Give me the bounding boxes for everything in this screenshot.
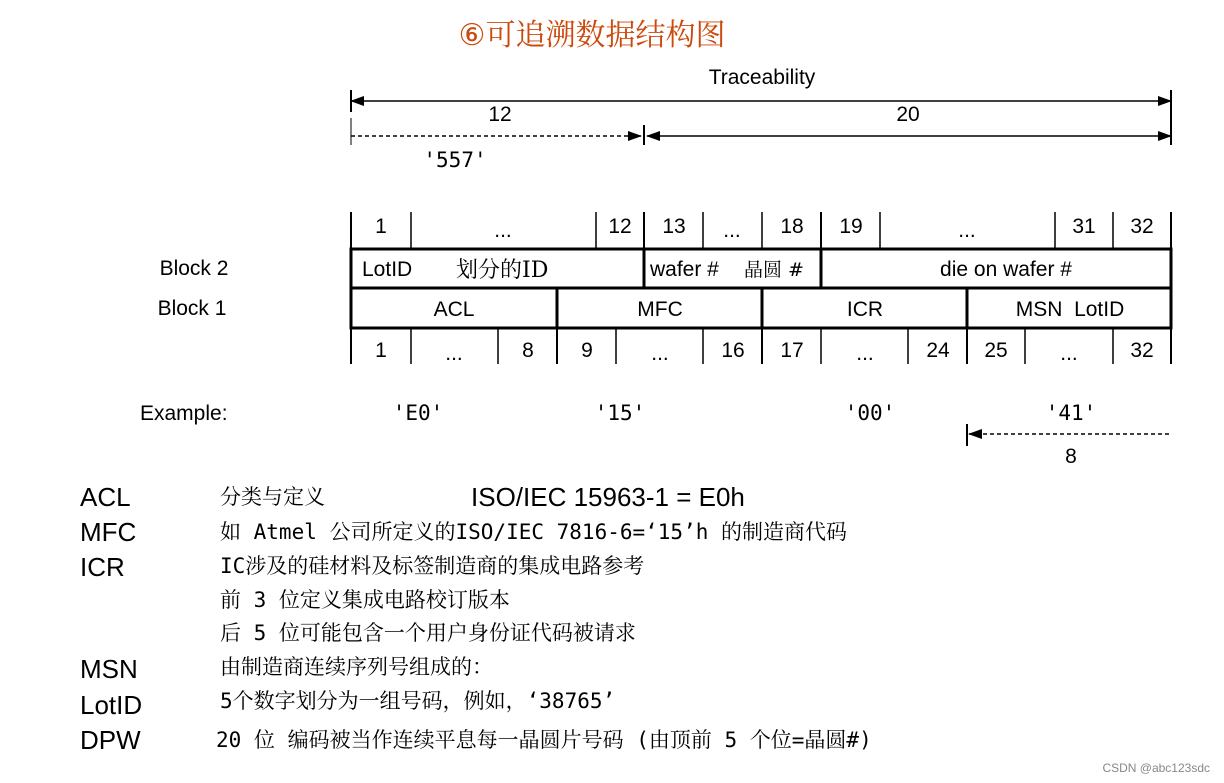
acl-field: ACL — [433, 298, 475, 321]
legend-key: MSN — [80, 654, 138, 684]
legend-key: MFC — [80, 517, 137, 547]
bit-number: 31 — [1072, 215, 1096, 238]
bit-number: 32 — [1130, 339, 1154, 362]
legend-desc: 分类与定义 — [220, 485, 325, 509]
bit-number: 16 — [721, 339, 745, 362]
bit-number: 8 — [522, 339, 534, 362]
legend-desc: 后 5 位可能包含一个用户身份证代码被请求 — [220, 621, 636, 645]
bit-number: 18 — [780, 215, 804, 238]
legend-desc: 20 位 编码被当作连续平息每一晶圆片号码 (由顶前 5 个位=晶圆#) — [216, 728, 872, 752]
bit-number: 25 — [984, 339, 1008, 362]
legend-extra: ISO/IEC 15963-1 = E0h — [471, 482, 745, 512]
block2-bit-ruler — [351, 212, 1171, 248]
example-bits-label: 8 — [1065, 445, 1077, 468]
right-bits-label: 20 — [896, 103, 920, 126]
legend-key: LotID — [80, 690, 143, 720]
bit-number: 12 — [608, 215, 632, 238]
bit-number: 13 — [662, 215, 686, 238]
legend-key: DPW — [80, 725, 141, 755]
example-value: '41' — [1045, 401, 1097, 425]
legend-key: ACL — [80, 482, 131, 512]
watermark: CSDN @abc123sdc — [1102, 761, 1210, 775]
bit-number: ... — [1060, 342, 1078, 365]
legend-key: ICR — [80, 552, 125, 582]
bit-number: 1 — [375, 339, 387, 362]
legend-desc: 如 Atmel 公司所定义的ISO/IEC 7816-6=‘15’h 的制造商代码 — [220, 520, 848, 544]
msn-lotid-field: MSN LotID — [1015, 298, 1125, 321]
legend-desc: 前 3 位定义集成电路校订版本 — [220, 588, 510, 612]
icr-field: ICR — [846, 298, 884, 321]
wafer-note: 晶圆 # — [744, 259, 804, 281]
legend — [80, 482, 872, 755]
lotid-label: LotID — [362, 258, 413, 281]
block2-label: Block 2 — [159, 257, 229, 280]
bit-number: ... — [445, 342, 463, 365]
bit-number: ... — [723, 219, 741, 242]
bit-number: 1 — [375, 215, 387, 238]
block2-row — [351, 249, 1171, 288]
diagram-title: ⑥可追溯数据结构图 — [458, 18, 726, 53]
block1-bit-ruler — [351, 329, 1171, 365]
example-value: '00' — [844, 401, 896, 425]
bit-number: 17 — [780, 339, 804, 362]
legend-desc: 5个数字划分为一组号码，例如，‘38765’ — [220, 689, 616, 713]
wafer-label: wafer # — [650, 258, 719, 281]
die-label: die on wafer # — [940, 258, 1072, 281]
lotid-note: 划分的ID — [456, 258, 549, 283]
legend-desc: 由制造商连续序列号组成的： — [220, 655, 493, 679]
bit-number: 32 — [1130, 215, 1154, 238]
block1-label: Block 1 — [157, 297, 227, 320]
example-value: 'E0' — [392, 401, 444, 425]
traceability-label: Traceability — [708, 66, 816, 89]
example-value: '15' — [594, 401, 646, 425]
block1-row — [351, 288, 1171, 328]
example-label: Example: — [140, 402, 228, 425]
mfc-field: MFC — [637, 298, 683, 321]
left-value-label: '557' — [423, 148, 487, 172]
bit-number: ... — [651, 342, 669, 365]
bit-number: 19 — [839, 215, 863, 238]
bit-number: ... — [494, 219, 512, 242]
bit-number: 24 — [926, 339, 950, 362]
legend-desc: IC涉及的硅材料及标签制造商的集成电路参考 — [220, 554, 645, 578]
bit-number: ... — [958, 219, 976, 242]
bit-number: 9 — [581, 339, 593, 362]
left-bits-label: 12 — [488, 103, 512, 126]
bit-number: ... — [856, 342, 874, 365]
